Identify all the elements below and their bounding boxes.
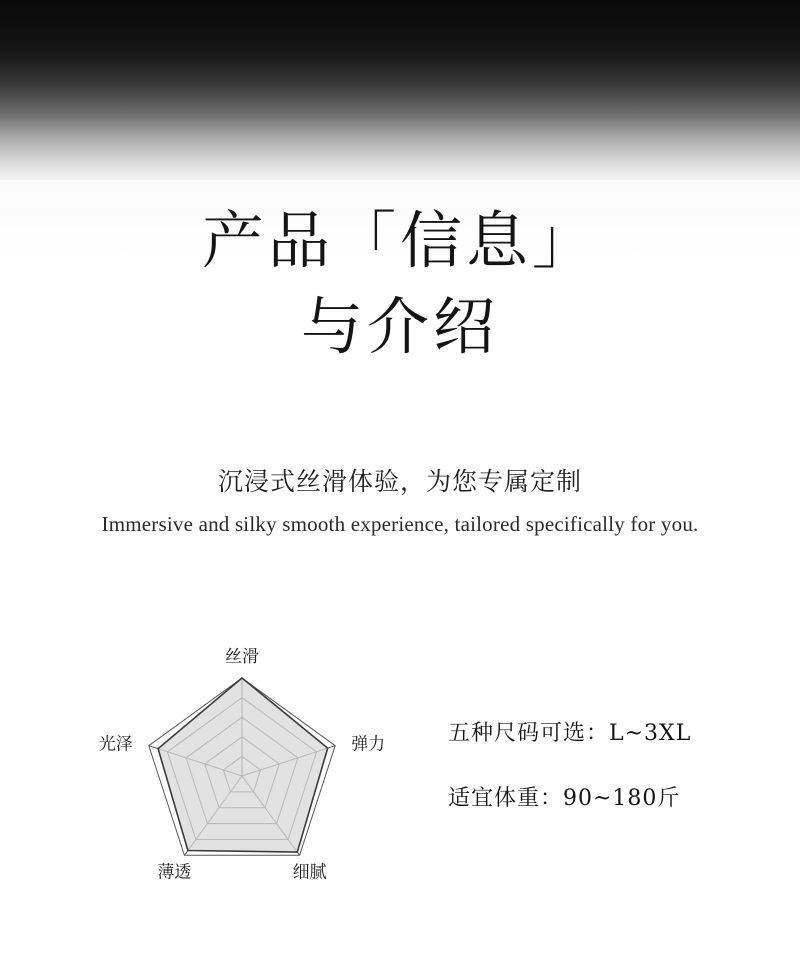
page-title: [0, 198, 800, 370]
radar-axis-label: 薄透: [157, 862, 192, 883]
radar-axis-label: 细腻: [292, 862, 327, 883]
radar-chart: [70, 620, 450, 920]
spec-list: [448, 716, 778, 846]
radar-axis-label: 弹力: [351, 734, 386, 755]
radar-series-polygon: [158, 678, 328, 852]
radar-series-area: [158, 678, 328, 852]
radar-axis-label: 丝滑: [225, 647, 259, 667]
radar-chart-svg: [70, 620, 450, 920]
subtitle-english: Immersive and silky smooth experience, tailored specifically for you.: [101, 512, 699, 536]
page-title-line-1: 产品「信息」: [201, 204, 598, 277]
spec-weight: 适宜体重：90~180斤: [448, 786, 681, 811]
top-gradient-band: [0, 0, 800, 190]
radar-axis-label: 光泽: [98, 734, 133, 755]
spec-sizes: 五种尺码可选：L~3XL: [448, 721, 692, 746]
page-title-line-2: 与介绍: [300, 290, 499, 363]
subtitle-chinese: 沉浸式丝滑体验，为您专属定制: [217, 467, 582, 496]
